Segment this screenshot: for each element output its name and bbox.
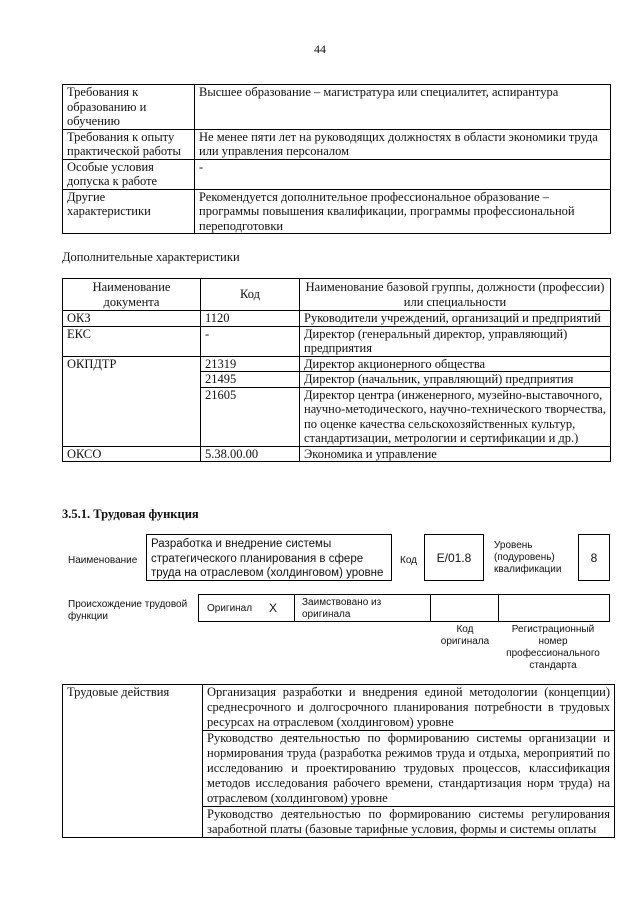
requirements-table — [62, 84, 611, 234]
table-header-row — [63, 279, 611, 311]
col-header-doc: Наименование документа — [63, 279, 201, 311]
name-cell: Директор (генеральный директор, управляющий) предприятия — [300, 326, 611, 356]
code-cell: 5.38.00.00 — [201, 446, 300, 462]
table-row — [63, 685, 615, 731]
name-cell: Директор акционерного общества — [300, 356, 611, 372]
table-row — [63, 311, 611, 327]
col-header-code: Код — [201, 279, 300, 311]
doc-cell: ОКСО — [63, 446, 201, 462]
qualification-level-label: Уровень (подуровень) квалификации — [494, 540, 562, 575]
function-name-label: Наименование — [68, 555, 138, 566]
name-cell: Руководители учреждений, организаций и предприятий — [300, 311, 611, 327]
doc-cell: ЕКС — [63, 326, 201, 356]
name-cell: Экономика и управление — [300, 446, 611, 462]
code-cell: 21495 — [201, 372, 300, 388]
req-label: Требования к образованию и обучению — [63, 85, 195, 130]
table-row — [63, 129, 611, 159]
labor-action-item: Организация разработки и внедрения единой методологии (концепции) среднесрочного и долгосрочного планирования потребности в трудовых ресурсах на отраслевом (холдинговом) уровне — [203, 685, 615, 731]
section-title: 3.5.1. Трудовая функция — [62, 507, 199, 521]
code-cell: 21319 — [201, 356, 300, 372]
function-code-label: Код — [400, 555, 418, 566]
code-cell: - — [201, 326, 300, 356]
function-code-value: E/01.8 — [424, 534, 484, 581]
reg-number-label: Регистрационный номер профессионального стандарта — [506, 624, 600, 671]
table-row — [63, 356, 611, 372]
table-row — [63, 159, 611, 189]
divider — [498, 595, 499, 621]
origin-label: Происхождение трудовой функции — [68, 599, 188, 622]
req-label: Особые условия допуска к работе — [63, 159, 195, 189]
name-cell: Директор (начальник, управляющий) предприятия — [300, 372, 611, 388]
doc-cell: ОКПДТР — [63, 356, 201, 446]
borrowed-label: Заимствовано из оригинала — [302, 597, 382, 620]
doc-cell: ОКЗ — [63, 311, 201, 327]
additional-title: Дополнительные характеристики — [62, 250, 240, 264]
code-cell: 1120 — [201, 311, 300, 327]
req-value: Не менее пяти лет на руководящих должностях в области экономики труда или управления персоналом — [195, 129, 611, 159]
req-value: - — [195, 159, 611, 189]
table-row — [63, 189, 611, 234]
page-number: 44 — [314, 42, 326, 56]
divider — [430, 595, 431, 621]
req-label: Требования к опыту практической работы — [63, 129, 195, 159]
col-header-name: Наименование базовой группы, должности (профессии) или специальности — [300, 279, 611, 311]
req-value: Высшее образование – магистратура или специалитет, аспирантура — [195, 85, 611, 130]
qualification-level-value: 8 — [578, 534, 610, 581]
table-row — [63, 85, 611, 130]
labor-action-item: Руководство деятельностью по формированию системы организации и нормирования труда (разработка режимов труда и отдыха, мероприятий по исследованию и проектированию трудовых процессов, классификация методов исследования рабочего времени, стандартизация норм труда) на отраслевом (холдинговом) уровне — [203, 731, 615, 807]
code-cell: 21605 — [201, 387, 300, 446]
table-row — [63, 326, 611, 356]
original-mark: X — [269, 601, 278, 615]
name-cell: Директор центра (инженерного, музейно-выставочного, научно-методического, научно-технического творчества, по оценке качества сельскохозяйственных культур, стандартизации, метрологии и сертификации и др.) — [300, 387, 611, 446]
function-name-value: Разработка и внедрение системы стратегического планирования в сфере труда на отраслевом (холдинговом) уровне — [146, 534, 392, 581]
additional-table — [62, 278, 611, 462]
labor-actions-table — [62, 684, 615, 838]
labor-actions-label: Трудовые действия — [63, 685, 203, 838]
table-row — [63, 446, 611, 462]
labor-action-item: Руководство деятельностью по формированию системы регулирования заработной платы (базовые тарифные условия, формы и системы оплаты — [203, 807, 615, 838]
origin-box — [198, 594, 610, 622]
req-value: Рекомендуется дополнительное профессиональное образование – программы повышения квалификации, программы профессиональной переподготовки — [195, 189, 611, 234]
req-label: Другие характеристики — [63, 189, 195, 234]
original-label: Оригинал — [207, 603, 253, 614]
divider — [294, 595, 295, 621]
code-original-label: Код оригинала — [440, 624, 490, 647]
